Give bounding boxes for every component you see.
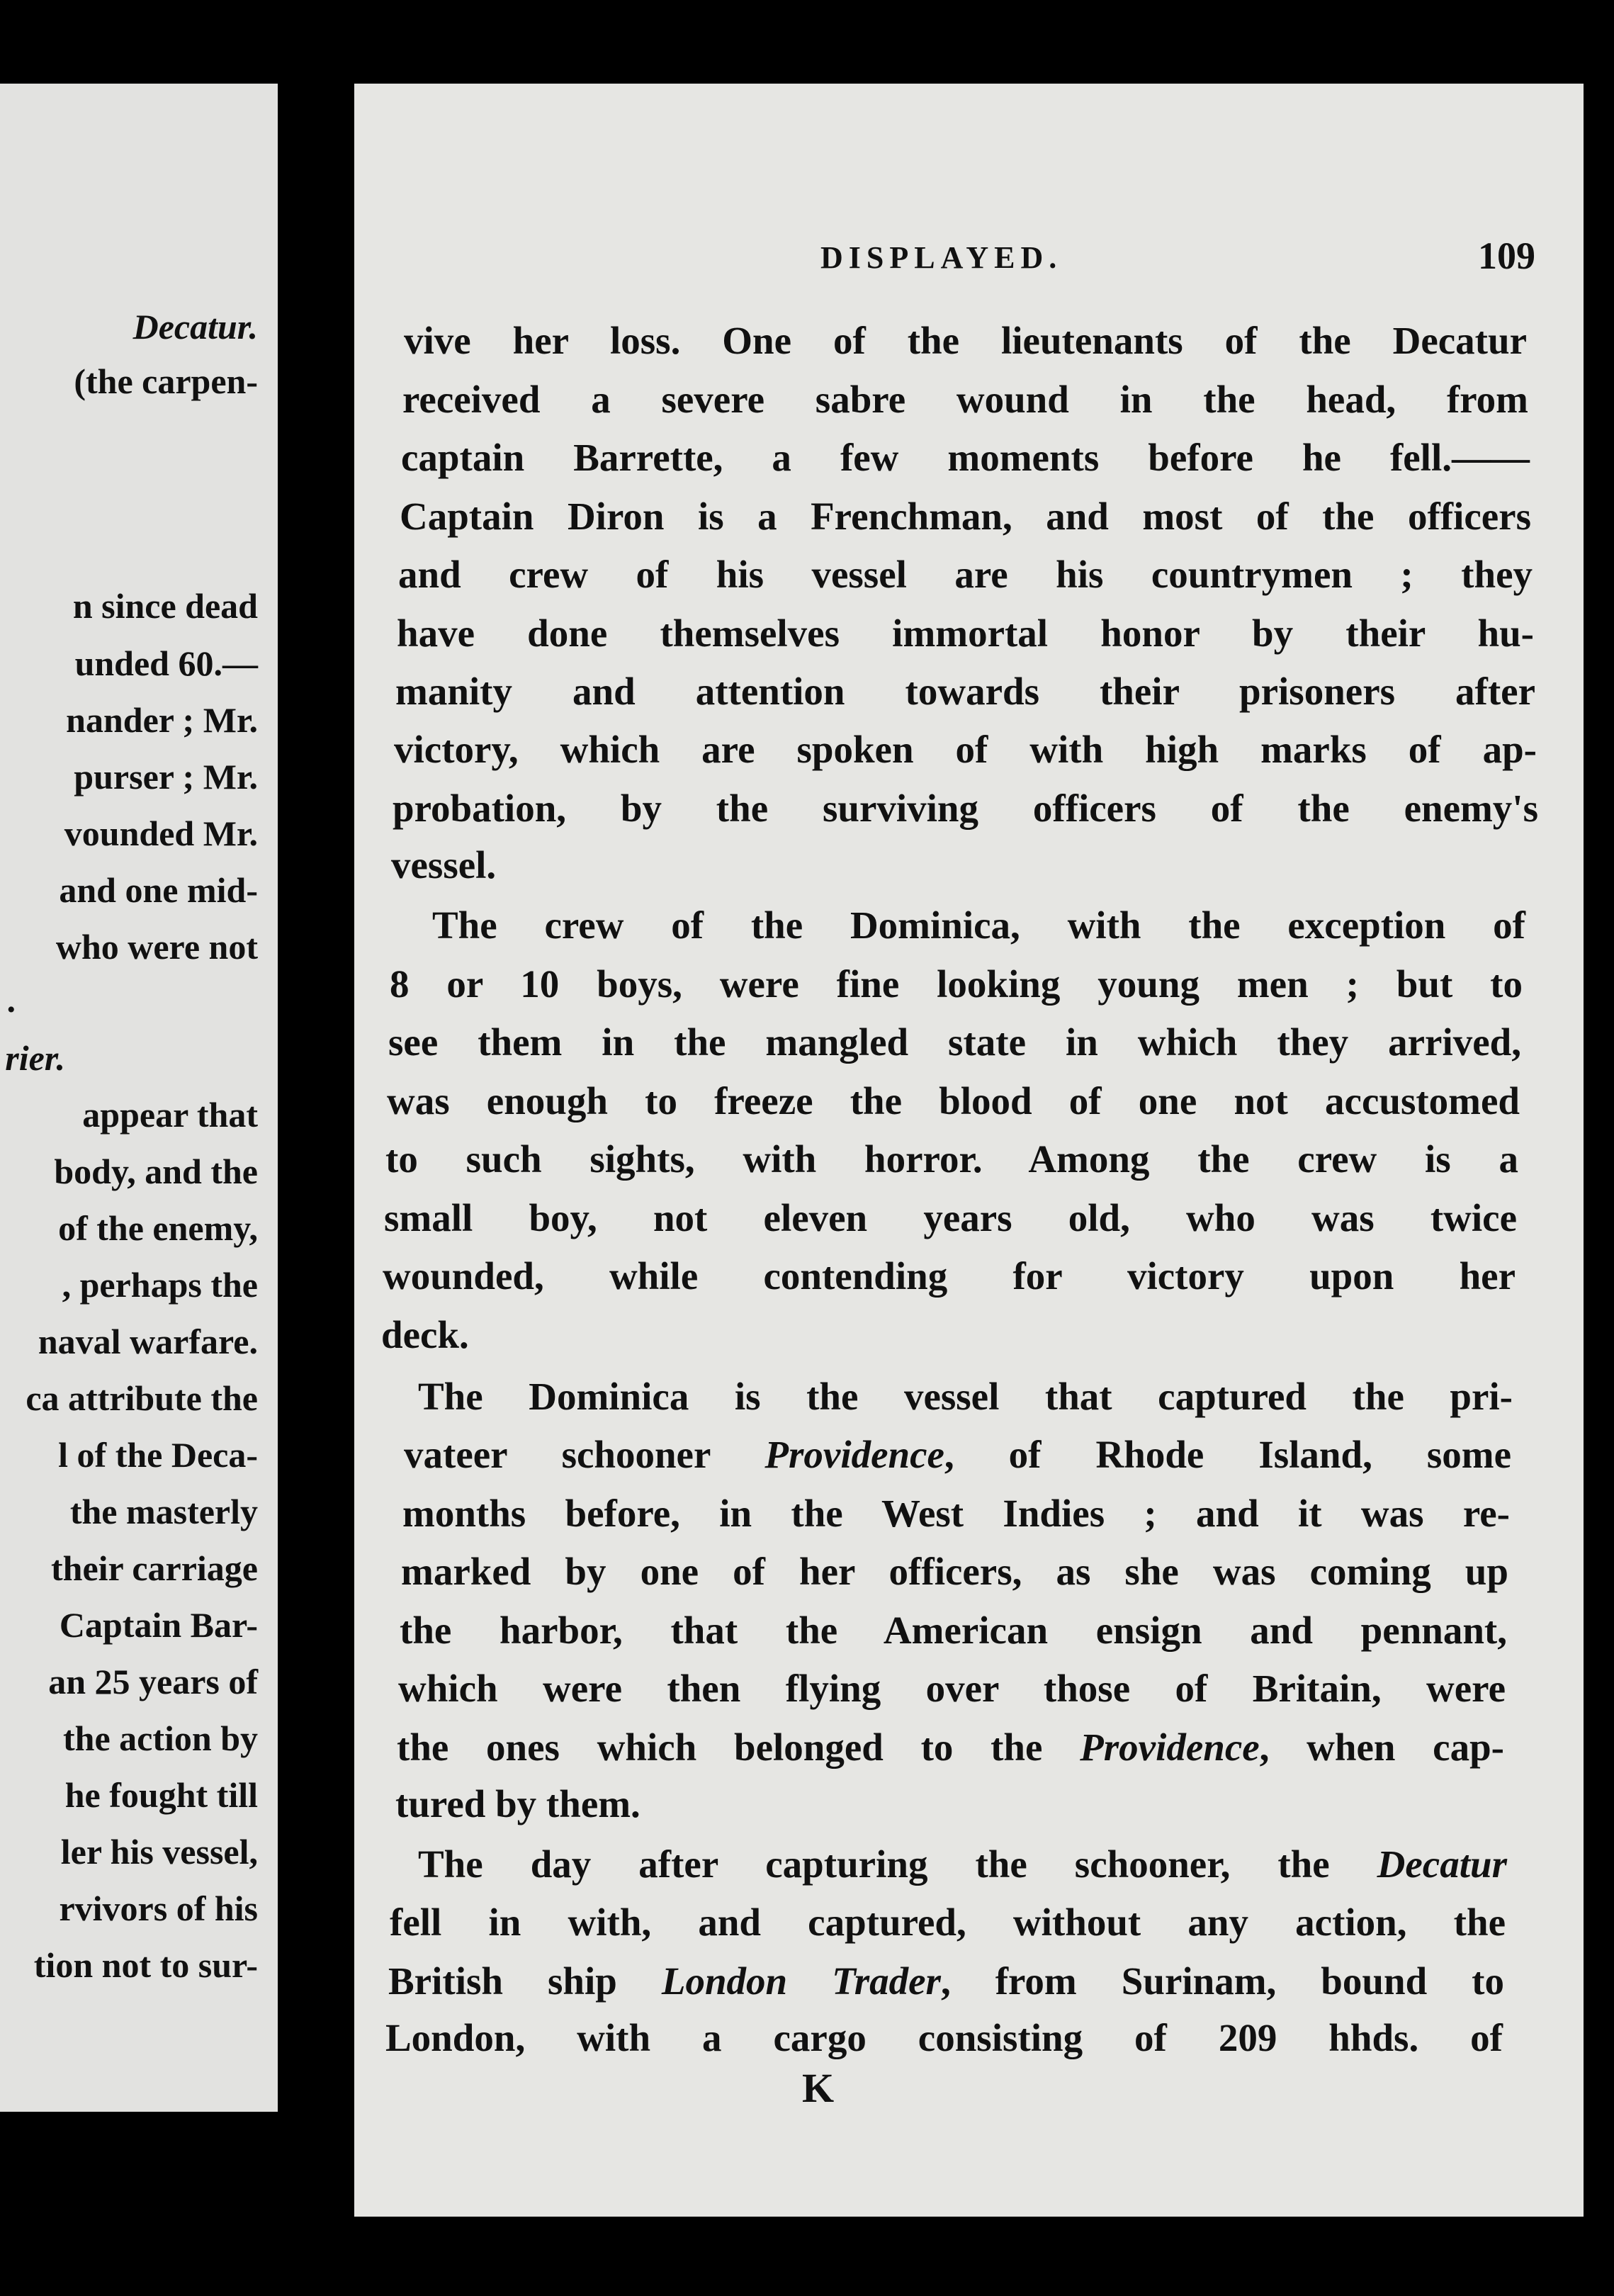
- left-line-26: rvivors of his: [59, 1889, 258, 1928]
- left-line-6: purser ; Mr.: [74, 757, 258, 797]
- text-line: fell in with, and captured, without any action, the: [390, 1901, 1506, 1944]
- text-line: vateer schooner Providence, of Rhode Island, some: [404, 1433, 1511, 1476]
- text-line: vive her loss. One of the lieutenants of the Decatur: [404, 319, 1527, 362]
- left-line-22: an 25 years of: [48, 1662, 258, 1701]
- left-line-27: tion not to sur-: [33, 1945, 258, 1985]
- text-line: tured by them.: [395, 1782, 640, 1825]
- left-line-4: unded 60.—: [74, 643, 258, 683]
- text-line: 8 or 10 boys, were fine looking young men ; but to: [390, 962, 1523, 1006]
- text-line: Captain Diron is a Frenchman, and most of the officers: [400, 495, 1531, 538]
- text-line: and crew of his vessel are his countrymen ; they: [398, 553, 1533, 596]
- left-line-10: .: [6, 980, 16, 1020]
- left-line-12: appear that: [82, 1095, 258, 1135]
- text-line: victory, which are spoken of with high marks of ap-: [394, 728, 1537, 771]
- left-line-20: their carriage: [51, 1548, 258, 1588]
- left-line-7: vounded Mr.: [64, 814, 258, 853]
- text-line: captain Barrette, a few moments before he fell.——: [401, 436, 1530, 479]
- left-line-2: (the carpen-: [74, 361, 258, 401]
- text-line: which were then flying over those of Britain, were: [398, 1667, 1506, 1710]
- book-page: [354, 84, 1584, 2217]
- text-line: see them in the mangled state in which they arrived,: [388, 1020, 1521, 1064]
- left-line-21: Captain Bar-: [59, 1605, 258, 1645]
- left-line-14: of the enemy,: [58, 1208, 258, 1248]
- text-line: manity and attention towards their prisoners after: [395, 670, 1535, 713]
- left-line-9: who were not: [55, 927, 258, 967]
- left-line-8: and one mid-: [59, 870, 258, 910]
- text-line: deck.: [381, 1313, 469, 1356]
- text-line: the ones which belonged to the Providence, when cap-: [397, 1726, 1504, 1769]
- text-line: British ship London Trader, from Surinam, bound to: [388, 1959, 1504, 2003]
- left-line-13: body, and the: [54, 1152, 258, 1191]
- left-line-16: naval warfare.: [38, 1322, 258, 1361]
- previous-page-fragment: [0, 84, 278, 2112]
- left-line-5: nander ; Mr.: [66, 700, 258, 740]
- left-line-11: rier.: [5, 1038, 65, 1078]
- left-line-19: the masterly: [69, 1492, 258, 1531]
- left-line-18: l of the Deca-: [58, 1435, 258, 1475]
- text-line: The crew of the Dominica, with the exception of: [432, 904, 1525, 947]
- text-line: months before, in the West Indies ; and it was re-: [402, 1492, 1510, 1535]
- text-line: have done themselves immortal honor by their hu-: [397, 612, 1534, 655]
- page-number: 109: [1478, 235, 1535, 277]
- text-line: marked by one of her officers, as she was coming up: [401, 1550, 1508, 1593]
- text-line: received a severe sabre wound in the head, from: [402, 378, 1528, 421]
- left-line-25: ler his vessel,: [60, 1832, 258, 1872]
- text-line: London, with a cargo consisting of 209 hhds. of: [385, 2016, 1503, 2059]
- left-line-15: , perhaps the: [62, 1265, 258, 1305]
- text-line: probation, by the surviving officers of the enemy's: [393, 787, 1538, 830]
- left-line-23: the action by: [63, 1718, 258, 1758]
- running-head: DISPLAYED.: [820, 240, 1063, 275]
- text-line: The Dominica is the vessel that captured the pri-: [418, 1375, 1513, 1418]
- text-line: vessel.: [391, 843, 497, 887]
- left-line-3: n since dead: [72, 586, 258, 626]
- signature-mark: K: [802, 2065, 835, 2111]
- text-line: The day after capturing the schooner, the Decatur: [418, 1842, 1507, 1886]
- left-line-17: ca attribute the: [26, 1378, 258, 1418]
- text-line: small boy, not eleven years old, who was twice: [384, 1196, 1517, 1239]
- text-line: to such sights, with horror. Among the crew is a: [385, 1137, 1518, 1181]
- text-line: was enough to freeze the blood of one not accustomed: [387, 1079, 1520, 1122]
- text-line: wounded, while contending for victory upon her: [383, 1254, 1516, 1298]
- left-line-24: he fought till: [64, 1775, 258, 1815]
- left-line-1: Decatur.: [132, 307, 258, 347]
- text-line: the harbor, that the American ensign and pennant,: [400, 1609, 1507, 1652]
